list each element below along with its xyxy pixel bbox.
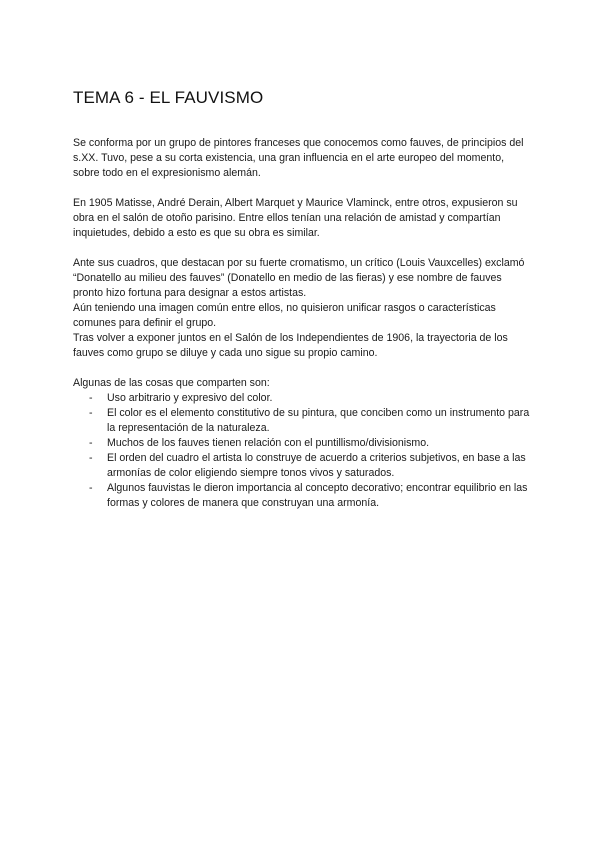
paragraph-common-image: Aún teniendo una imagen común entre ellos, no quisieron unificar rasgos o características comunes para definir el grupo. bbox=[73, 302, 496, 329]
paragraph-exhibition-1905: En 1905 Matisse, André Derain, Albert Marquet y Maurice Vlaminck, entre otros, expusieron su obra en el salón de otoño parisino. Entre ellos tenían una relación de amistad y compartían inquietudes, debido a esto es que su obra es similar. bbox=[73, 197, 518, 239]
document-title: TEMA 6 - EL FAUVISMO bbox=[73, 88, 264, 107]
list-intro: Algunas de las cosas que comparten son: bbox=[73, 377, 270, 389]
list-item: - El orden del cuadro el artista lo construye de acuerdo a criterios subjetivos, en base a las armonías de color eligiendo siempre tonos vivos y saturados. bbox=[73, 451, 533, 481]
list-item: - El color es el elemento constitutivo de su pintura, que conciben como un instrumento para la representación de la naturaleza. bbox=[73, 406, 533, 436]
list-item: - Uso arbitrario y expresivo del color. bbox=[73, 391, 533, 406]
list-item: - Muchos de los fauves tienen relación con el puntillismo/divisionismo. bbox=[73, 436, 533, 451]
paragraph-critic-name: Ante sus cuadros, que destacan por su fuerte cromatismo, un crítico (Louis Vauxcelles) exclamó “Donatello au milieu des fauves” (Donatello en medio de las fieras) y ese nombre de fauves pronto hizo fortuna para designar a estos artistas. bbox=[73, 257, 525, 299]
paragraph-group-dissolves: Tras volver a exponer juntos en el Salón de los Independientes de 1906, la trayectoria de los fauves como grupo se diluye y cada uno sigue su propio camino. bbox=[73, 332, 508, 359]
paragraph-intro: Se conforma por un grupo de pintores franceses que conocemos como fauves, de principios del s.XX. Tuvo, pese a su corta existencia, una gran influencia en el arte europeo del momento, sobre todo en el expresionismo alemán. bbox=[73, 137, 524, 179]
list-item: - Algunos fauvistas le dieron importancia al concepto decorativo; encontrar equilibrio en las formas y colores de manera que construyan una armonía. bbox=[73, 481, 533, 511]
paragraph-spacer bbox=[73, 181, 533, 196]
shared-traits-list bbox=[73, 391, 533, 511]
paragraph-spacer bbox=[73, 241, 533, 256]
paragraph-spacer bbox=[73, 361, 533, 376]
document-page bbox=[73, 88, 533, 511]
